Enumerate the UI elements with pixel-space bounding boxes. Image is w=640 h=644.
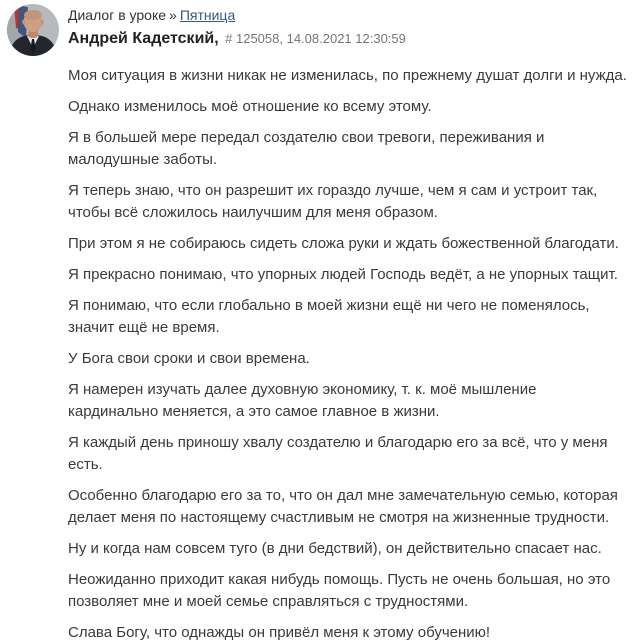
breadcrumb (68, 5, 628, 24)
avatar-image (7, 4, 59, 56)
post-paragraph: Слава Богу, что однажды он привёл меня к этому обучению! (68, 624, 491, 641)
author-name: Андрей Кадетский, (68, 30, 219, 47)
post-paragraph: При этом я не собираюсь сидеть сложа руки и ждать божественной благодати. (68, 235, 619, 252)
post-paragraph: Я понимаю, что если глобально в моей жизни ещё ни чего не поменялось, значит ещё не время. (68, 297, 590, 336)
post-paragraph: Я теперь знаю, что он разрешит их гораздо лучше, чем я сам и устроит так, чтобы всё сложилось наилучшим для меня образом. (68, 182, 598, 221)
post-paragraph: Ну и когда нам совсем туго (в дни бедствий), он действительно спасает нас. (68, 540, 602, 557)
avatar[interactable] (7, 4, 59, 56)
post-paragraph: Неожиданно приходит какая нибудь помощь. Пусть не очень большая, но это позволяет мне и моей семье справляться с трудностями. (68, 571, 611, 610)
post-paragraph: Я прекрасно понимаю, что упорных людей Господь ведёт, а не упорных тащит. (68, 266, 618, 283)
breadcrumb-section: Диалог в уроке (68, 7, 167, 23)
post-meta: # 125058, 14.08.2021 12:30:59 (225, 31, 406, 46)
post-paragraph: Я каждый день приношу хвалу создателю и благодарю его за всё, что у меня есть. (68, 434, 608, 473)
breadcrumb-separator: » (169, 7, 177, 23)
post-paragraph: У Бога свои сроки и свои времена. (68, 350, 310, 367)
post-paragraph: Моя ситуация в жизни никак не изменилась, по прежнему душат долги и нужда. (68, 67, 627, 84)
breadcrumb-topic-link[interactable]: Пятница (179, 7, 236, 23)
post-paragraph: Особенно благодарю его за то, что он дал мне замечательную семью, которая делает меня по настоящему счастливым не смотря на жизненные трудности. (68, 487, 618, 526)
post-paragraph: Я намерен изучать далее духовную экономику, т. к. моё мышление кардинально меняется, а это самое главное в жизни. (68, 381, 537, 420)
post-paragraph: Однако изменилось моё отношение ко всему этому. (68, 98, 432, 115)
post-body (68, 65, 628, 644)
author-line (68, 29, 628, 49)
post-paragraph: Я в большей мере передал создателю свои тревоги, переживания и малодушные заботы. (68, 129, 545, 168)
